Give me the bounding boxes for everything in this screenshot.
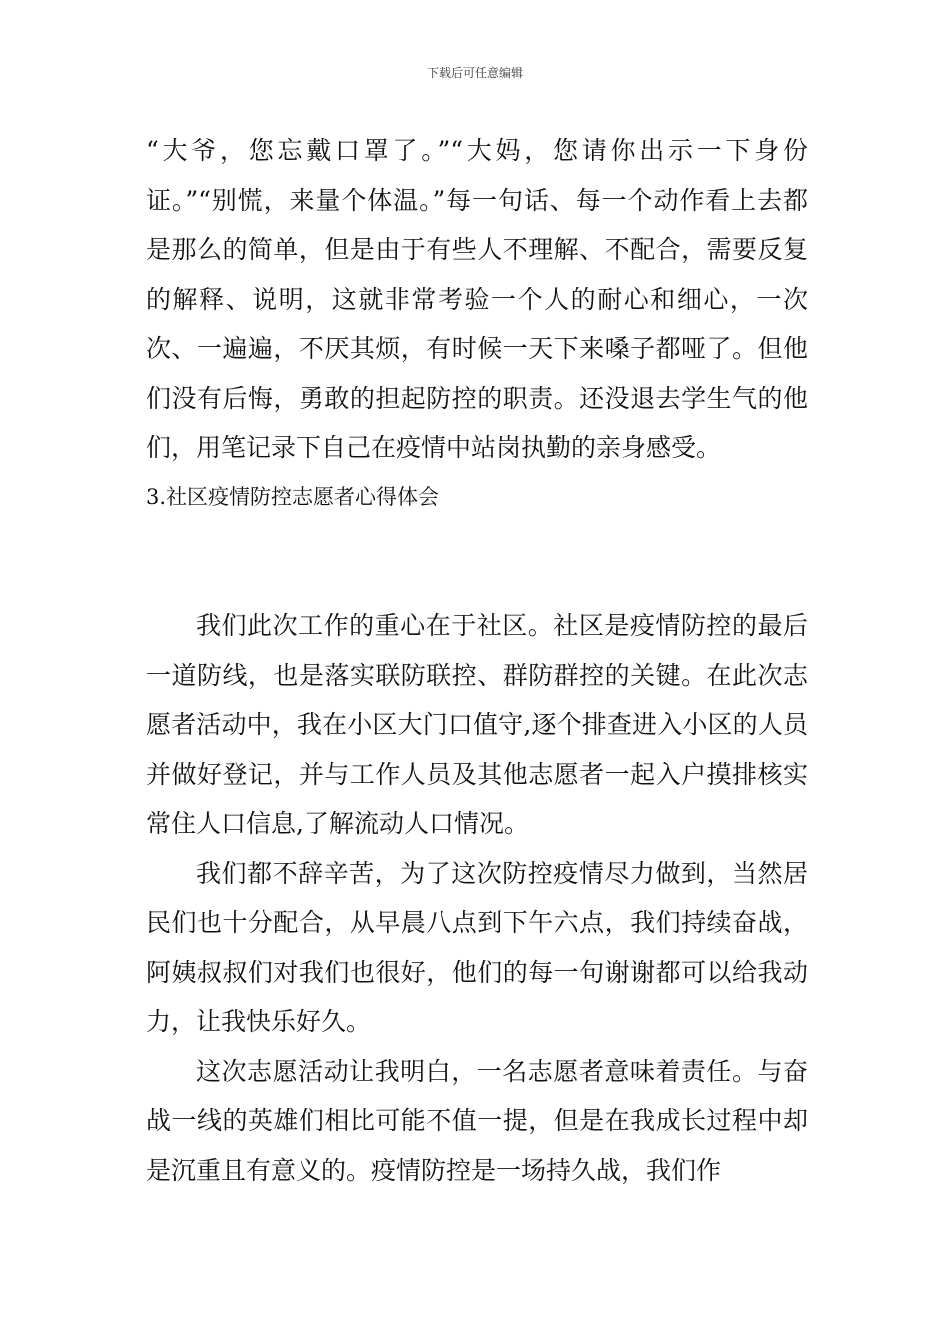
section-spacer — [146, 522, 808, 601]
paragraph: 我们都不辞辛苦，为了这次防控疫情尽力做到，当然居民们也十分配合，从早晨八点到下午六点，我们持续奋战，阿姨叔叔们对我们也很好，他们的每一句谢谢都可以给我动力，让我快乐好久。 — [146, 858, 808, 1036]
document-body — [146, 126, 808, 1195]
page-header: 下载后可任意编辑 — [426, 66, 523, 80]
section-heading: 3.社区疫情防控志愿者心得体会 — [146, 484, 440, 509]
paragraph: 我们此次工作的重心在于社区。社区是疫情防控的最后一道防线，也是落实联防联控、群防群控的关键。在此次志愿者活动中，我在小区大门口值守,逐个排查进入小区的人员并做好登记，并与工作人员及其他志愿者一起入户摸排核实常住人口信息,了解流动人口情况。 — [146, 611, 808, 838]
paragraph: “大爷，您忘戴口罩了。”“大妈，您请你出示一下身份证。”“别慌，来量个体温。”每一句话、每一个动作看上去都是那么的简单，但是由于有些人不理解、不配合，需要反复的解释、说明，这就非常考验一个人的耐心和细心，一次次、一遍遍，不厌其烦，有时候一天下来嗓子都哑了。但他们没有后悔，勇敢的担起防控的职责。还没退去学生气的他们，用笔记录下自己在疫情中站岗执勤的亲身感受。 — [146, 136, 808, 462]
paragraph: 这次志愿活动让我明白，一名志愿者意味着责任。与奋战一线的英雄们相比可能不值一提，但是在我成长过程中却是沉重且有意义的。疫情防控是一场持久战，我们作 — [146, 1056, 808, 1185]
